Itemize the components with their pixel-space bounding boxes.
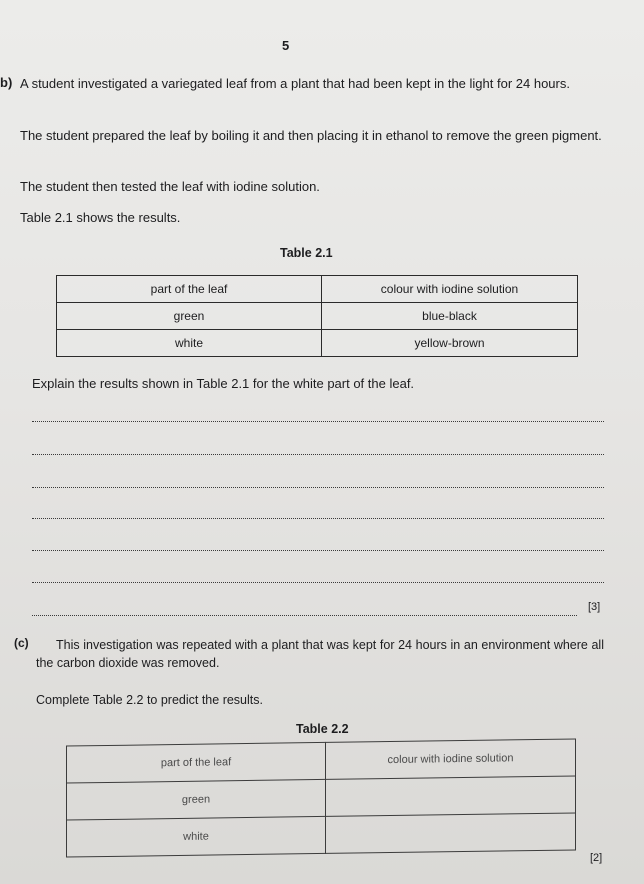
question-b-paragraph-3: The student then tested the leaf with iodine solution.: [20, 179, 320, 194]
question-c-instruction: Complete Table 2.2 to predict the results.: [36, 693, 263, 707]
question-b-letter: b): [0, 75, 13, 90]
table-row: [57, 303, 578, 330]
answer-line[interactable]: [32, 615, 577, 616]
table-cell: green: [57, 303, 322, 330]
page-number: 5: [282, 38, 290, 53]
table-cell: white: [67, 816, 326, 857]
answer-line[interactable]: [32, 421, 604, 422]
table-2-2: [66, 738, 576, 857]
table-cell: yellow-brown: [322, 330, 578, 357]
question-c-letter: (c): [14, 636, 29, 650]
table-header-cell: colour with iodine solution: [326, 739, 576, 779]
question-c-body: This investigation was repeated with a plant that was kept for 24 hours in an environment where all the carbon dioxide was removed.: [36, 638, 604, 670]
answer-line[interactable]: [32, 454, 604, 455]
table-cell: white: [57, 330, 322, 357]
table-header-cell: part of the leaf: [67, 742, 326, 783]
question-b-paragraph-4: Table 2.1 shows the results.: [20, 210, 181, 225]
answer-line[interactable]: [32, 582, 604, 583]
answer-cell-green[interactable]: [326, 776, 576, 816]
marks-3: [3]: [588, 601, 601, 613]
table-header-cell: colour with iodine solution: [322, 276, 578, 303]
table-cell: blue-black: [322, 303, 578, 330]
table-2-1-caption: Table 2.1: [280, 246, 333, 260]
table-header-cell: part of the leaf: [57, 276, 322, 303]
question-c-text: [36, 636, 604, 672]
answer-line[interactable]: [32, 550, 604, 551]
table-2-2-caption: Table 2.2: [296, 722, 349, 736]
answer-cell-white[interactable]: [326, 813, 576, 853]
answer-line[interactable]: [32, 518, 604, 519]
explain-prompt: Explain the results shown in Table 2.1 for the white part of the leaf.: [32, 376, 415, 391]
question-b-paragraph-1: A student investigated a variegated leaf from a plant that had been kept in the light for 24 hours.: [20, 76, 570, 91]
marks-2: [2]: [590, 852, 603, 864]
table-row: [57, 330, 578, 357]
table-row: [67, 813, 576, 857]
table-cell: green: [67, 779, 326, 820]
table-header-row: [57, 276, 578, 303]
table-2-1: [56, 275, 578, 357]
answer-line[interactable]: [32, 487, 604, 488]
question-b-paragraph-2: The student prepared the leaf by boiling it and then placing it in ethanol to remove the green pigment.: [20, 128, 602, 143]
